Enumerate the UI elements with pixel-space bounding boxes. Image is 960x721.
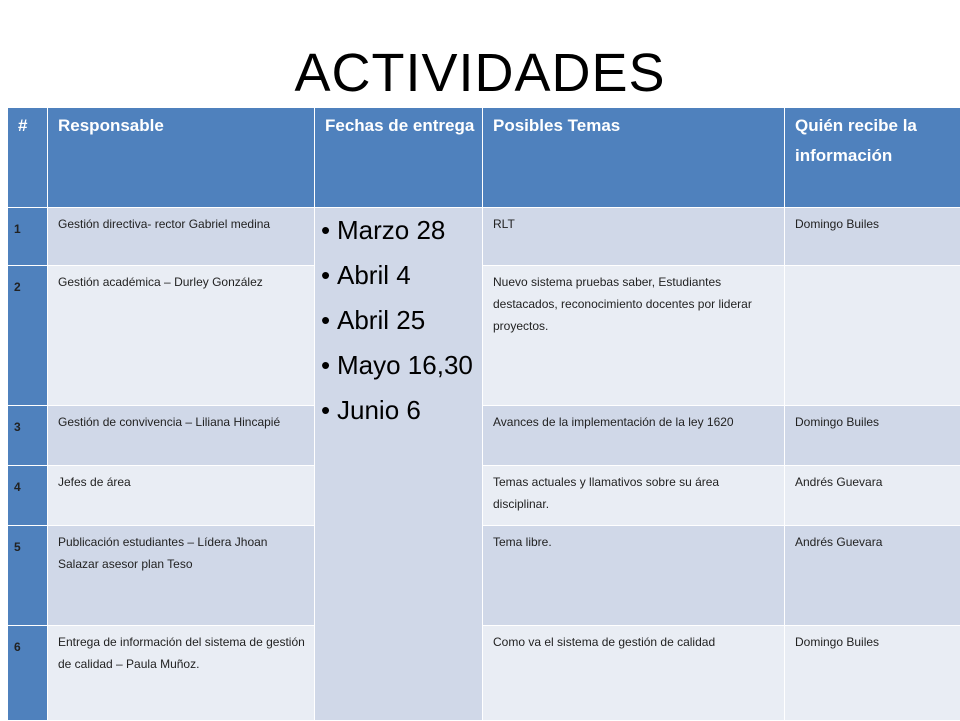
header-temas: Posibles Temas [483,108,785,208]
table-row [8,406,960,466]
quien-cell: Domingo Builes [785,626,960,721]
tema-cell: RLT [483,208,785,266]
tema-cell: Tema libre. [483,526,785,626]
responsable-cell: Gestión de convivencia – Liliana Hincapié [48,406,315,466]
quien-cell: Andrés Guevara [785,526,960,626]
date-item: • Marzo 28 [337,208,482,253]
responsable-cell: Gestión directiva- rector Gabriel medina [48,208,315,266]
tema-cell: Nuevo sistema pruebas saber, Estudiantes destacados, reconocimiento docentes por liderar proyectos. [483,266,785,406]
quien-cell: Domingo Builes [785,208,960,266]
quien-cell [785,266,960,406]
date-item: • Abril 25 [337,298,482,343]
header-num: # [8,108,48,208]
page-title: ACTIVIDADES [0,38,960,108]
responsable-cell: Entrega de información del sistema de gestión de calidad – Paula Muñoz. [48,626,315,721]
tema-cell: Como va el sistema de gestión de calidad [483,626,785,721]
header-responsable: Responsable [48,108,315,208]
row-number: 6 [8,626,48,721]
responsable-cell: Gestión académica – Durley González [48,266,315,406]
date-item: • Abril 4 [337,253,482,298]
row-number: 1 [8,208,48,266]
tema-cell: Avances de la implementación de la ley 1620 [483,406,785,466]
header-row [8,108,960,208]
responsable-cell: Jefes de área [48,466,315,526]
table-row [8,626,960,721]
table-row [8,266,960,406]
row-number: 5 [8,526,48,626]
table-row [8,466,960,526]
table-row [8,526,960,626]
row-number: 4 [8,466,48,526]
table-row [8,208,960,266]
dates-cell [315,208,483,721]
activities-table [7,107,960,721]
row-number: 3 [8,406,48,466]
row-number: 2 [8,266,48,406]
dates-list [315,208,482,433]
header-fechas: Fechas de entrega [315,108,483,208]
responsable-cell: Publicación estudiantes – Lídera Jhoan Salazar asesor plan Teso [48,526,315,626]
quien-cell: Andrés Guevara [785,466,960,526]
header-quien: Quién recibe la información [785,108,960,208]
date-item: • Junio 6 [337,388,482,433]
quien-cell: Domingo Builes [785,406,960,466]
date-item: • Mayo 16,30 [337,343,482,388]
tema-cell: Temas actuales y llamativos sobre su área disciplinar. [483,466,785,526]
